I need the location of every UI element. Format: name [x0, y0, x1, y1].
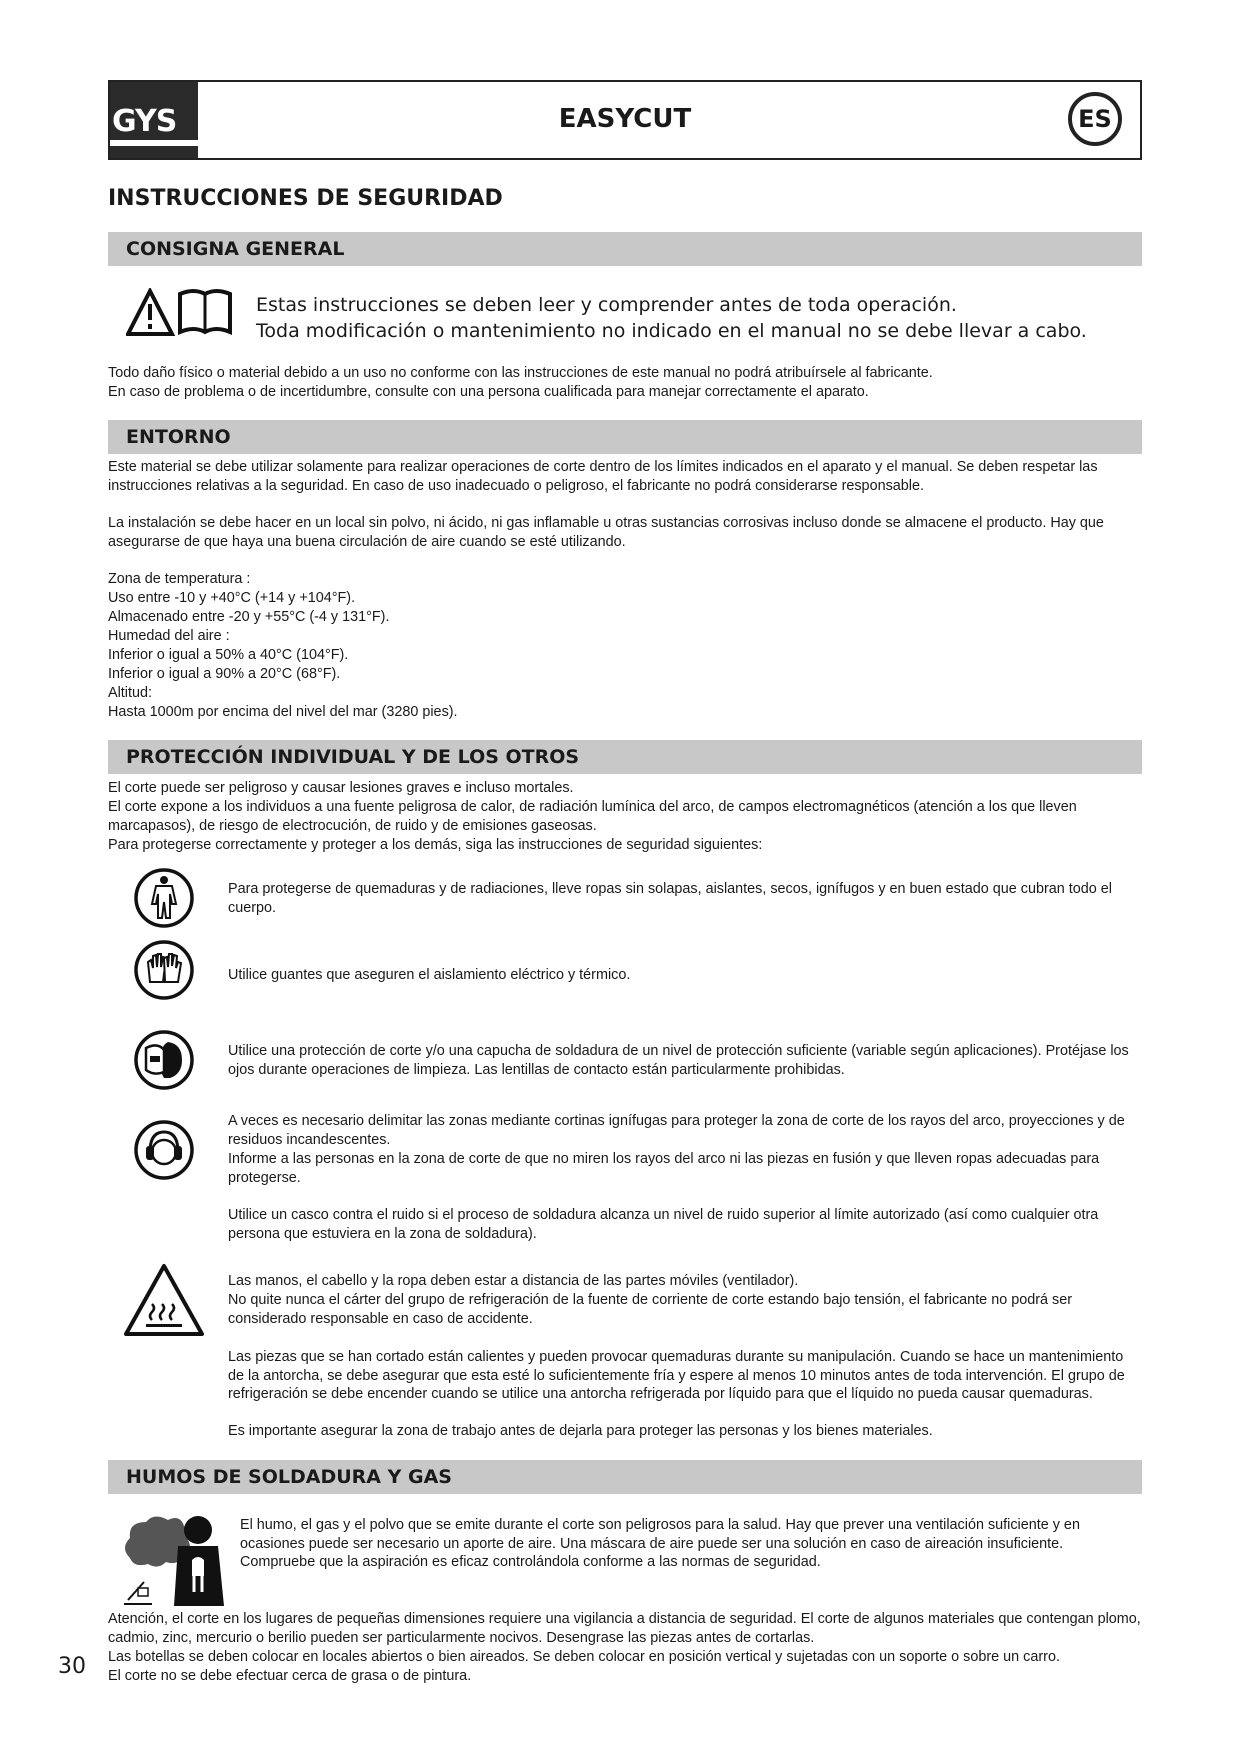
ear-protection-icon	[132, 1118, 196, 1182]
protective-clothing-icon	[132, 866, 196, 930]
entorno-line-4: Inferior o igual a 50% a 40°C (104°F).	[108, 647, 349, 663]
entorno-paragraph-1: Este material se debe utilizar solamente para realizar operaciones de corte dentro de los límites indicados en el aparato y el manual. Se deben respetar las instrucciones relativas a la seguridad. En caso de uso inadecuado o peligroso, el fabricante no podrá considerarse responsable.	[108, 459, 1098, 494]
section-heading-entorno: ENTORNO	[108, 420, 1142, 454]
entorno-paragraph-2: La instalación se debe hacer en un local sin polvo, ni ácido, ni gas inflamable u otras sustancias corrosivas incluso donde se almacene el producto. Hay que asegurarse de que haya una buena circulación de aire cuando se esté utilizando.	[108, 515, 1104, 550]
general-intro-2: Toda modificación o mantenimiento no indicado en el manual no se debe llevar a cabo.	[256, 320, 1087, 342]
general-paragraph-2: En caso de problema o de incertidumbre, consulte con una persona cualificada para manejar correctamente el aparato.	[108, 384, 869, 400]
entorno-line-1: Uso entre -10 y +40°C (+14 y +104°F).	[108, 590, 356, 606]
humos-paragraph-2: Las botellas se deben colocar en locales abiertos o bien aireados. Se deben colocar en posición vertical y sujetadas con un soporte o sobre un carro.	[108, 1649, 1060, 1665]
proteccion-item-mask-1: Utilice una protección de corte y/o una capucha de soldadura de un nivel de protección suficiente (variable según aplicaciones). Protéjase los ojos durante operaciones de limpieza. Las lentillas de contacto están particularmente prohibidas.	[228, 1043, 1129, 1078]
proteccion-paragraph-1: El corte puede ser peligroso y causar lesiones graves e incluso mortales.	[108, 780, 574, 796]
general-paragraph-1: Todo daño físico o material debido a un uso no conforme con las instrucciones de este manual no podrá atribuírsele al fabricante.	[108, 365, 933, 381]
entorno-line-2: Almacenado entre -20 y +55°C (-4 y 131°F).	[108, 609, 390, 625]
language-badge: ES	[1068, 92, 1122, 146]
page-title: INSTRUCCIONES DE SEGURIDAD	[108, 186, 503, 211]
proteccion-item-moving-parts: Las manos, el cabello y la ropa deben estar a distancia de las partes móviles (ventilador).	[228, 1273, 799, 1289]
gloves-icon	[132, 938, 196, 1002]
section-heading-proteccion: PROTECCIÓN INDIVIDUAL Y DE LOS OTROS	[108, 740, 1142, 774]
proteccion-paragraph-3: Para protegerse correctamente y proteger a los demás, siga las instrucciones de seguridad siguientes:	[108, 837, 763, 853]
warning-manual-icon	[126, 288, 234, 338]
hot-surface-warning-icon	[122, 1262, 206, 1338]
entorno-line-3: Humedad del aire :	[108, 628, 230, 644]
entorno-line-0: Zona de temperatura :	[108, 571, 251, 587]
section-heading-general: CONSIGNA GENERAL	[108, 232, 1142, 266]
proteccion-item-gloves: Utilice guantes que aseguren el aislamiento eléctrico y térmico.	[228, 967, 631, 983]
humos-paragraph-1: Atención, el corte en los lugares de pequeñas dimensiones requiere una vigilancia a distancia de seguridad. El corte de algunos materiales que contengan plomo, cadmio, zinc, mercurio o berilio pueden ser particularmente nocivos. Desengrase las piezas antes de cortarlas.	[108, 1611, 1141, 1646]
fumes-hazard-icon	[118, 1508, 230, 1608]
welding-mask-icon	[132, 1028, 196, 1092]
entorno-line-6: Altitud:	[108, 685, 152, 701]
proteccion-item-clothing: Para protegerse de quemaduras y de radiaciones, lleve ropas sin solapas, aislantes, secos, ignífugos y en buen estado que cubran todo el cuerpo.	[228, 881, 1112, 916]
humos-paragraph-3: El corte no se debe efectuar cerca de grasa o de pintura.	[108, 1668, 472, 1684]
proteccion-item-secure-area: Es importante asegurar la zona de trabajo antes de dejarla para proteger las personas y los bienes materiales.	[228, 1423, 933, 1439]
page-number: 30	[58, 1654, 86, 1679]
header-box	[108, 80, 1142, 160]
document-title: EASYCUT	[558, 104, 692, 134]
proteccion-item-cooling-unit: No quite nunca el cárter del grupo de refrigeración de la fuente de corriente de corte estando bajo tensión, el fabricante no podrá ser considerado responsable en caso de accidente.	[228, 1292, 1072, 1327]
entorno-line-5: Inferior o igual a 90% a 20°C (68°F).	[108, 666, 341, 682]
proteccion-item-inform: Informe a las personas en la zona de corte de que no miren los rayos del arco ni las piezas en fusión y que lleven ropas adecuadas para protegerse.	[228, 1151, 1100, 1186]
logo-text: GYS	[112, 104, 177, 139]
section-heading-humos: HUMOS DE SOLDADURA Y GAS	[108, 1460, 1142, 1494]
proteccion-item-noise: Utilice un casco contra el ruido si el proceso de soldadura alcanza un nivel de ruido superior al límite autorizado (así como cualquier otra persona que estuviera en la zona de soldadura).	[228, 1207, 1099, 1242]
entorno-line-7: Hasta 1000m por encima del nivel del mar (3280 pies).	[108, 704, 458, 720]
proteccion-item-hot-parts: Las piezas que se han cortado están calientes y pueden provocar quemaduras durante su manipulación. Cuando se hace un mantenimiento de la antorcha, se debe asegurar que esta esté lo suficientemente fría y espere al menos 10 minutos antes de toda intervención. El grupo de refrigeración se debe encender cuando se utilice una antorcha refrigerada por líquido para que el líquido no pueda causar quemaduras.	[228, 1349, 1125, 1403]
proteccion-item-curtains: A veces es necesario delimitar las zonas mediante cortinas ignífugas para proteger la zona de corte de los rayos del arco, proyecciones y de residuos incandescentes.	[228, 1113, 1125, 1148]
general-intro-1: Estas instrucciones se deben leer y comprender antes de toda operación.	[256, 294, 957, 316]
humos-item-fumes: El humo, el gas y el polvo que se emite durante el corte son peligrosos para la salud. Hay que prever una ventilación suficiente y en ocasiones puede ser necesario un aporte de aire. Una máscara de aire puede ser una solución en caso de aireación insuficiente. Compruebe que la aspiración es eficaz controlándola conforme a las normas de seguridad.	[240, 1517, 1080, 1571]
proteccion-paragraph-2: El corte expone a los individuos a una fuente peligrosa de calor, de radiación lumínica del arco, de campos electromagnéticos (atención a los que lleven marcapasos), de riesgo de electrocución, de ruido y de emisiones gaseosas.	[108, 799, 1077, 834]
